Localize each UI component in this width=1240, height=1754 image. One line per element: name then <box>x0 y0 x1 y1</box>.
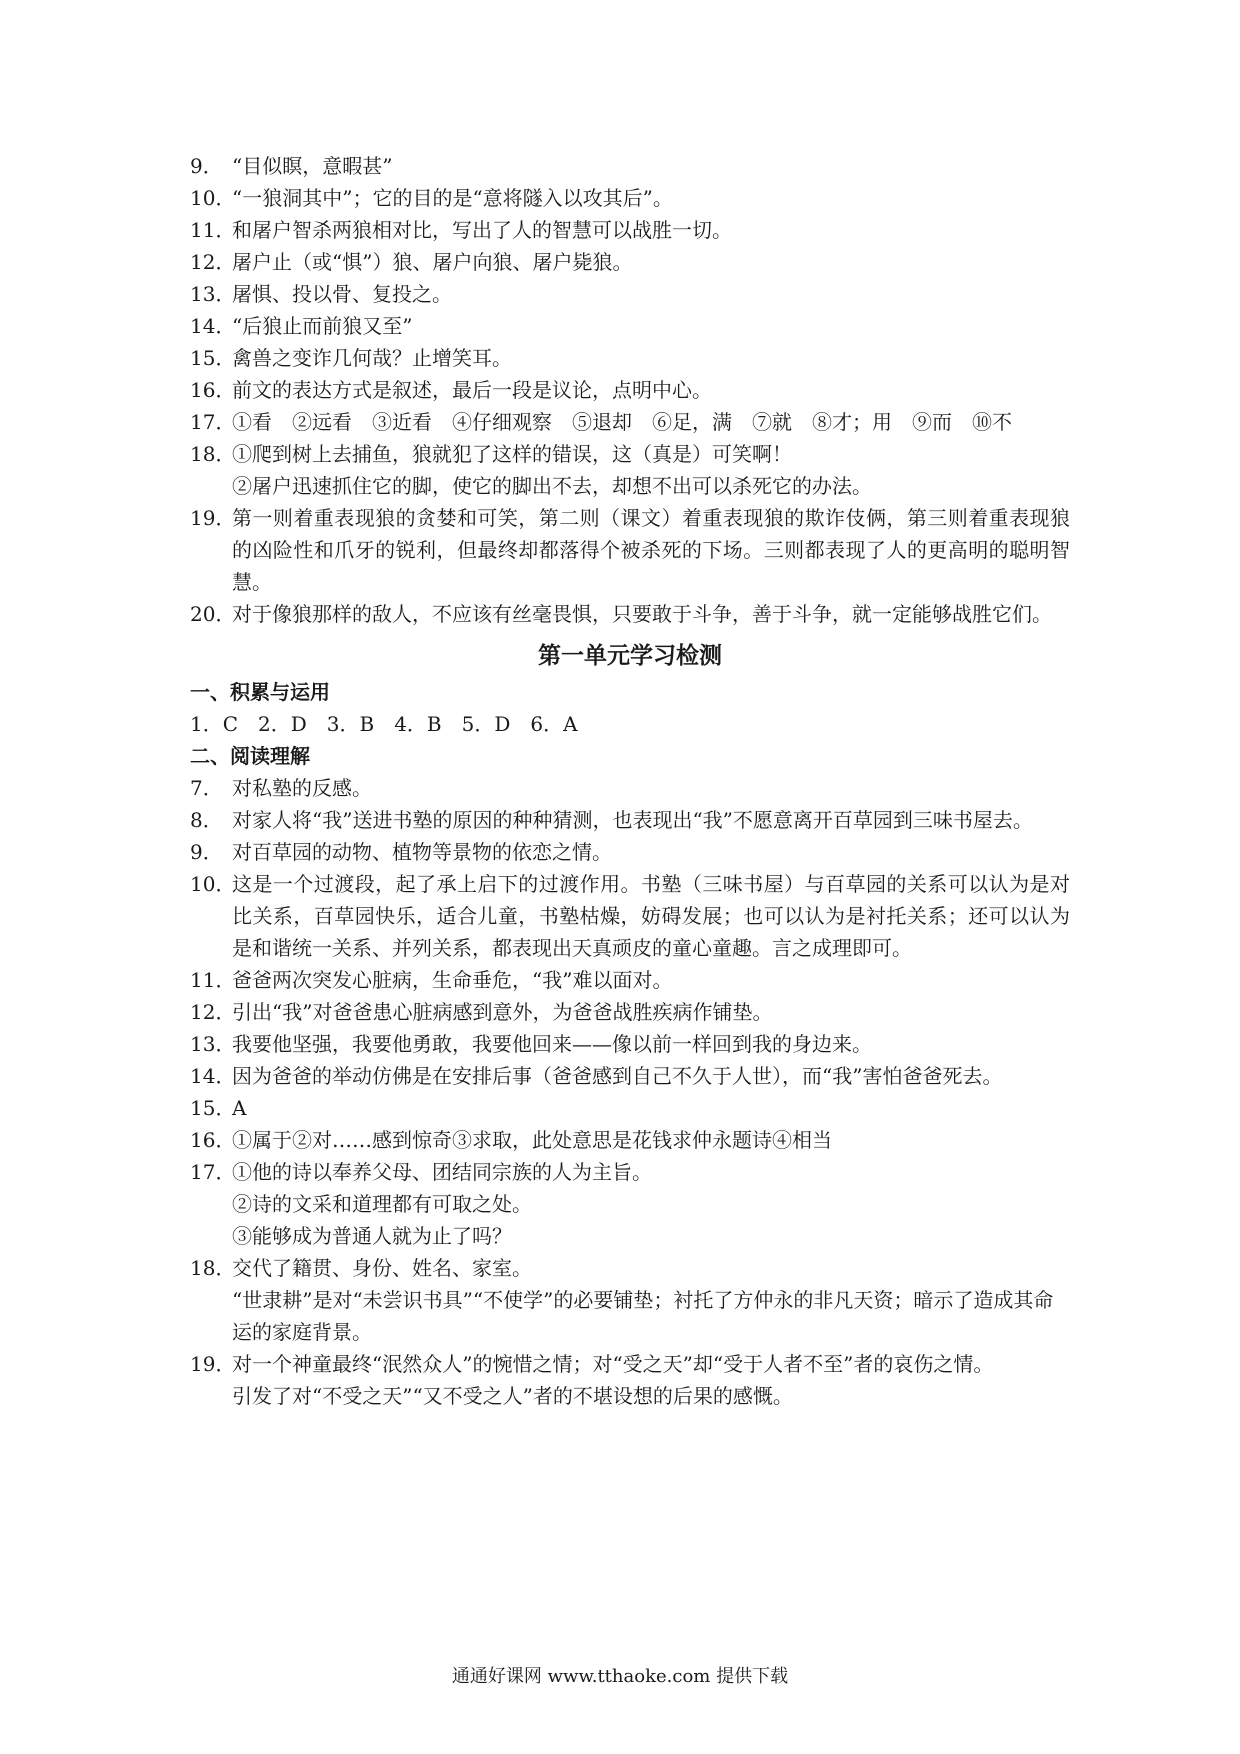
answer-text: “后狼止而前狼又至” <box>232 314 413 338</box>
answer-number: 9． <box>190 840 223 864</box>
answer-number: 11． <box>190 218 236 242</box>
answer-item <box>190 1252 1070 1284</box>
answer-text: 对一个神童最终“泯然众人”的惋惜之情；对“受之天”却“受于人者不至”者的哀伤之情。 <box>232 1352 994 1376</box>
answer-text: “目似瞑，意暇甚” <box>232 154 393 178</box>
answer-text: A <box>232 1096 247 1120</box>
answer-continuation: ③能够成为普通人就为止了吗？ <box>232 1224 512 1248</box>
answer-text: 这是一个过渡段，起了承上启下的过渡作用。书塾（三味书屋）与百草园的关系可以认为是对比关系，百草园快乐，适合儿童，书塾枯燥，妨碍发展；也可以认为是衬托关系；还可以认为是和谐统一关系、并列关系，都表现出天真顽皮的童心童趣。言之成理即可。 <box>232 872 1070 960</box>
part1-answers: 1．C 2．D 3．B 4．B 5．D 6．A <box>190 712 578 736</box>
answer-number: 11． <box>190 968 236 992</box>
answer-item <box>190 1156 1070 1188</box>
answer-item <box>190 868 1070 964</box>
answer-text: ①他的诗以奉养父母、团结同宗族的人为主旨。 <box>232 1160 652 1184</box>
answer-text: 禽兽之变诈几何哉？止增笑耳。 <box>232 346 512 370</box>
answer-number: 14． <box>190 1064 236 1088</box>
answer-text: 对家人将“我”送进书塾的原因的种种猜测，也表现出“我”不愿意离开百草园到三味书屋去。 <box>232 808 1033 832</box>
answer-number: 18． <box>190 1256 236 1280</box>
answer-content <box>190 150 1070 1412</box>
answer-number: 13． <box>190 1032 236 1056</box>
answer-number: 17． <box>190 1160 236 1184</box>
answer-item <box>190 996 1070 1028</box>
page-footer: 通通好课网 www.tthaoke.com 提供下载 <box>451 1666 789 1687</box>
answer-number: 15． <box>190 346 236 370</box>
answer-continuation: ②屠户迅速抓住它的脚，使它的脚出不去，却想不出可以杀死它的办法。 <box>232 474 872 498</box>
answer-item <box>190 1124 1070 1156</box>
answer-number: 10． <box>190 872 236 896</box>
answer-continuation: 引发了对“不受之天”“又不受之人”者的不堪设想的后果的感慨。 <box>232 1384 793 1408</box>
answer-item <box>190 1028 1070 1060</box>
answer-number: 10． <box>190 186 236 210</box>
answer-text: ①属于②对……感到惊奇③求取，此处意思是花钱求仲永题诗④相当 <box>232 1128 832 1152</box>
answer-text: ①爬到树上去捕鱼，狼就犯了这样的错误，这（真是）可笑啊！ <box>232 442 792 466</box>
reading-answers <box>190 772 1070 1412</box>
answer-text: 爸爸两次突发心脏病，生命垂危，“我”难以面对。 <box>232 968 673 992</box>
answer-text: ①看 ②远看 ③近看 ④仔细观察 ⑤退却 ⑥足，满 ⑦就 ⑧才；用 ⑨而 ⑩不 <box>232 410 1012 434</box>
answer-number: 13． <box>190 282 236 306</box>
answer-item <box>190 1060 1070 1092</box>
answer-text: 引出“我”对爸爸患心脏病感到意外，为爸爸战胜疾病作铺垫。 <box>232 1000 773 1024</box>
answer-number: 18． <box>190 442 236 466</box>
answer-item <box>190 246 1070 278</box>
answer-text: 对私塾的反感。 <box>232 776 372 800</box>
answer-number: 12． <box>190 250 236 274</box>
answer-number: 7． <box>190 776 223 800</box>
answer-item <box>190 182 1070 214</box>
answer-item <box>190 804 1070 836</box>
answer-text: 屠惧、投以骨、复投之。 <box>232 282 452 306</box>
answer-number: 17． <box>190 410 236 434</box>
part2-heading: 二、阅读理解 <box>190 744 310 768</box>
answer-item <box>190 1092 1070 1124</box>
answer-item <box>190 772 1070 804</box>
answer-text: 对百草园的动物、植物等景物的依恋之情。 <box>232 840 612 864</box>
answer-number: 12． <box>190 1000 236 1024</box>
answer-text: 和屠户智杀两狼相对比，写出了人的智慧可以战胜一切。 <box>232 218 732 242</box>
answer-item <box>190 310 1070 342</box>
answer-item <box>190 150 1070 182</box>
answer-text: 对于像狼那样的敌人，不应该有丝毫畏惧，只要敢于斗争，善于斗争，就一定能够战胜它们。 <box>232 602 1052 626</box>
unit-test-title: 第一单元学习检测 <box>538 643 722 669</box>
answer-text: 因为爸爸的举动仿佛是在安排后事（爸爸感到自己不久于人世），而“我”害怕爸爸死去。 <box>232 1064 1003 1088</box>
answer-item <box>190 278 1070 310</box>
answer-text: 前文的表达方式是叙述，最后一段是议论，点明中心。 <box>232 378 712 402</box>
answer-item <box>190 1348 1070 1380</box>
answer-item <box>190 342 1070 374</box>
answer-number: 16． <box>190 378 236 402</box>
answer-item <box>190 438 1070 470</box>
answer-item <box>190 406 1070 438</box>
answer-item <box>190 964 1070 996</box>
answer-item <box>190 214 1070 246</box>
answer-number: 19． <box>190 506 236 530</box>
answer-number: 8． <box>190 808 223 832</box>
answer-continuation: “世隶耕”是对“未尝识书具”“不使学”的必要铺垫；衬托了方仲永的非凡天资；暗示了造成其命运的家庭背景。 <box>232 1288 1054 1344</box>
answer-number: 14． <box>190 314 236 338</box>
answer-continuation: ②诗的文采和道理都有可取之处。 <box>232 1192 532 1216</box>
answer-item <box>190 836 1070 868</box>
answer-number: 9． <box>190 154 223 178</box>
part1-heading: 一、积累与运用 <box>190 680 330 704</box>
answer-text: 我要他坚强，我要他勇敢，我要他回来——像以前一样回到我的身边来。 <box>232 1032 872 1056</box>
answer-text: “一狼洞其中”；它的目的是“意将隧入以攻其后”。 <box>232 186 673 210</box>
answer-number: 19． <box>190 1352 236 1376</box>
answer-item <box>190 502 1070 598</box>
answer-number: 16． <box>190 1128 236 1152</box>
answer-item <box>190 374 1070 406</box>
answers-continued <box>190 150 1070 630</box>
answer-text: 交代了籍贯、身份、姓名、家室。 <box>232 1256 532 1280</box>
answer-text: 屠户止（或“惧”）狼、屠户向狼、屠户毙狼。 <box>232 250 633 274</box>
answer-number: 15． <box>190 1096 236 1120</box>
answer-text: 第一则着重表现狼的贪婪和可笑，第二则（课文）着重表现狼的欺诈伎俩，第三则着重表现狼的凶险性和爪牙的锐利，但最终却都落得个被杀死的下场。三则都表现了人的更高明的聪明智慧。 <box>232 506 1070 594</box>
answer-number: 20． <box>190 602 236 626</box>
answer-item <box>190 598 1070 630</box>
